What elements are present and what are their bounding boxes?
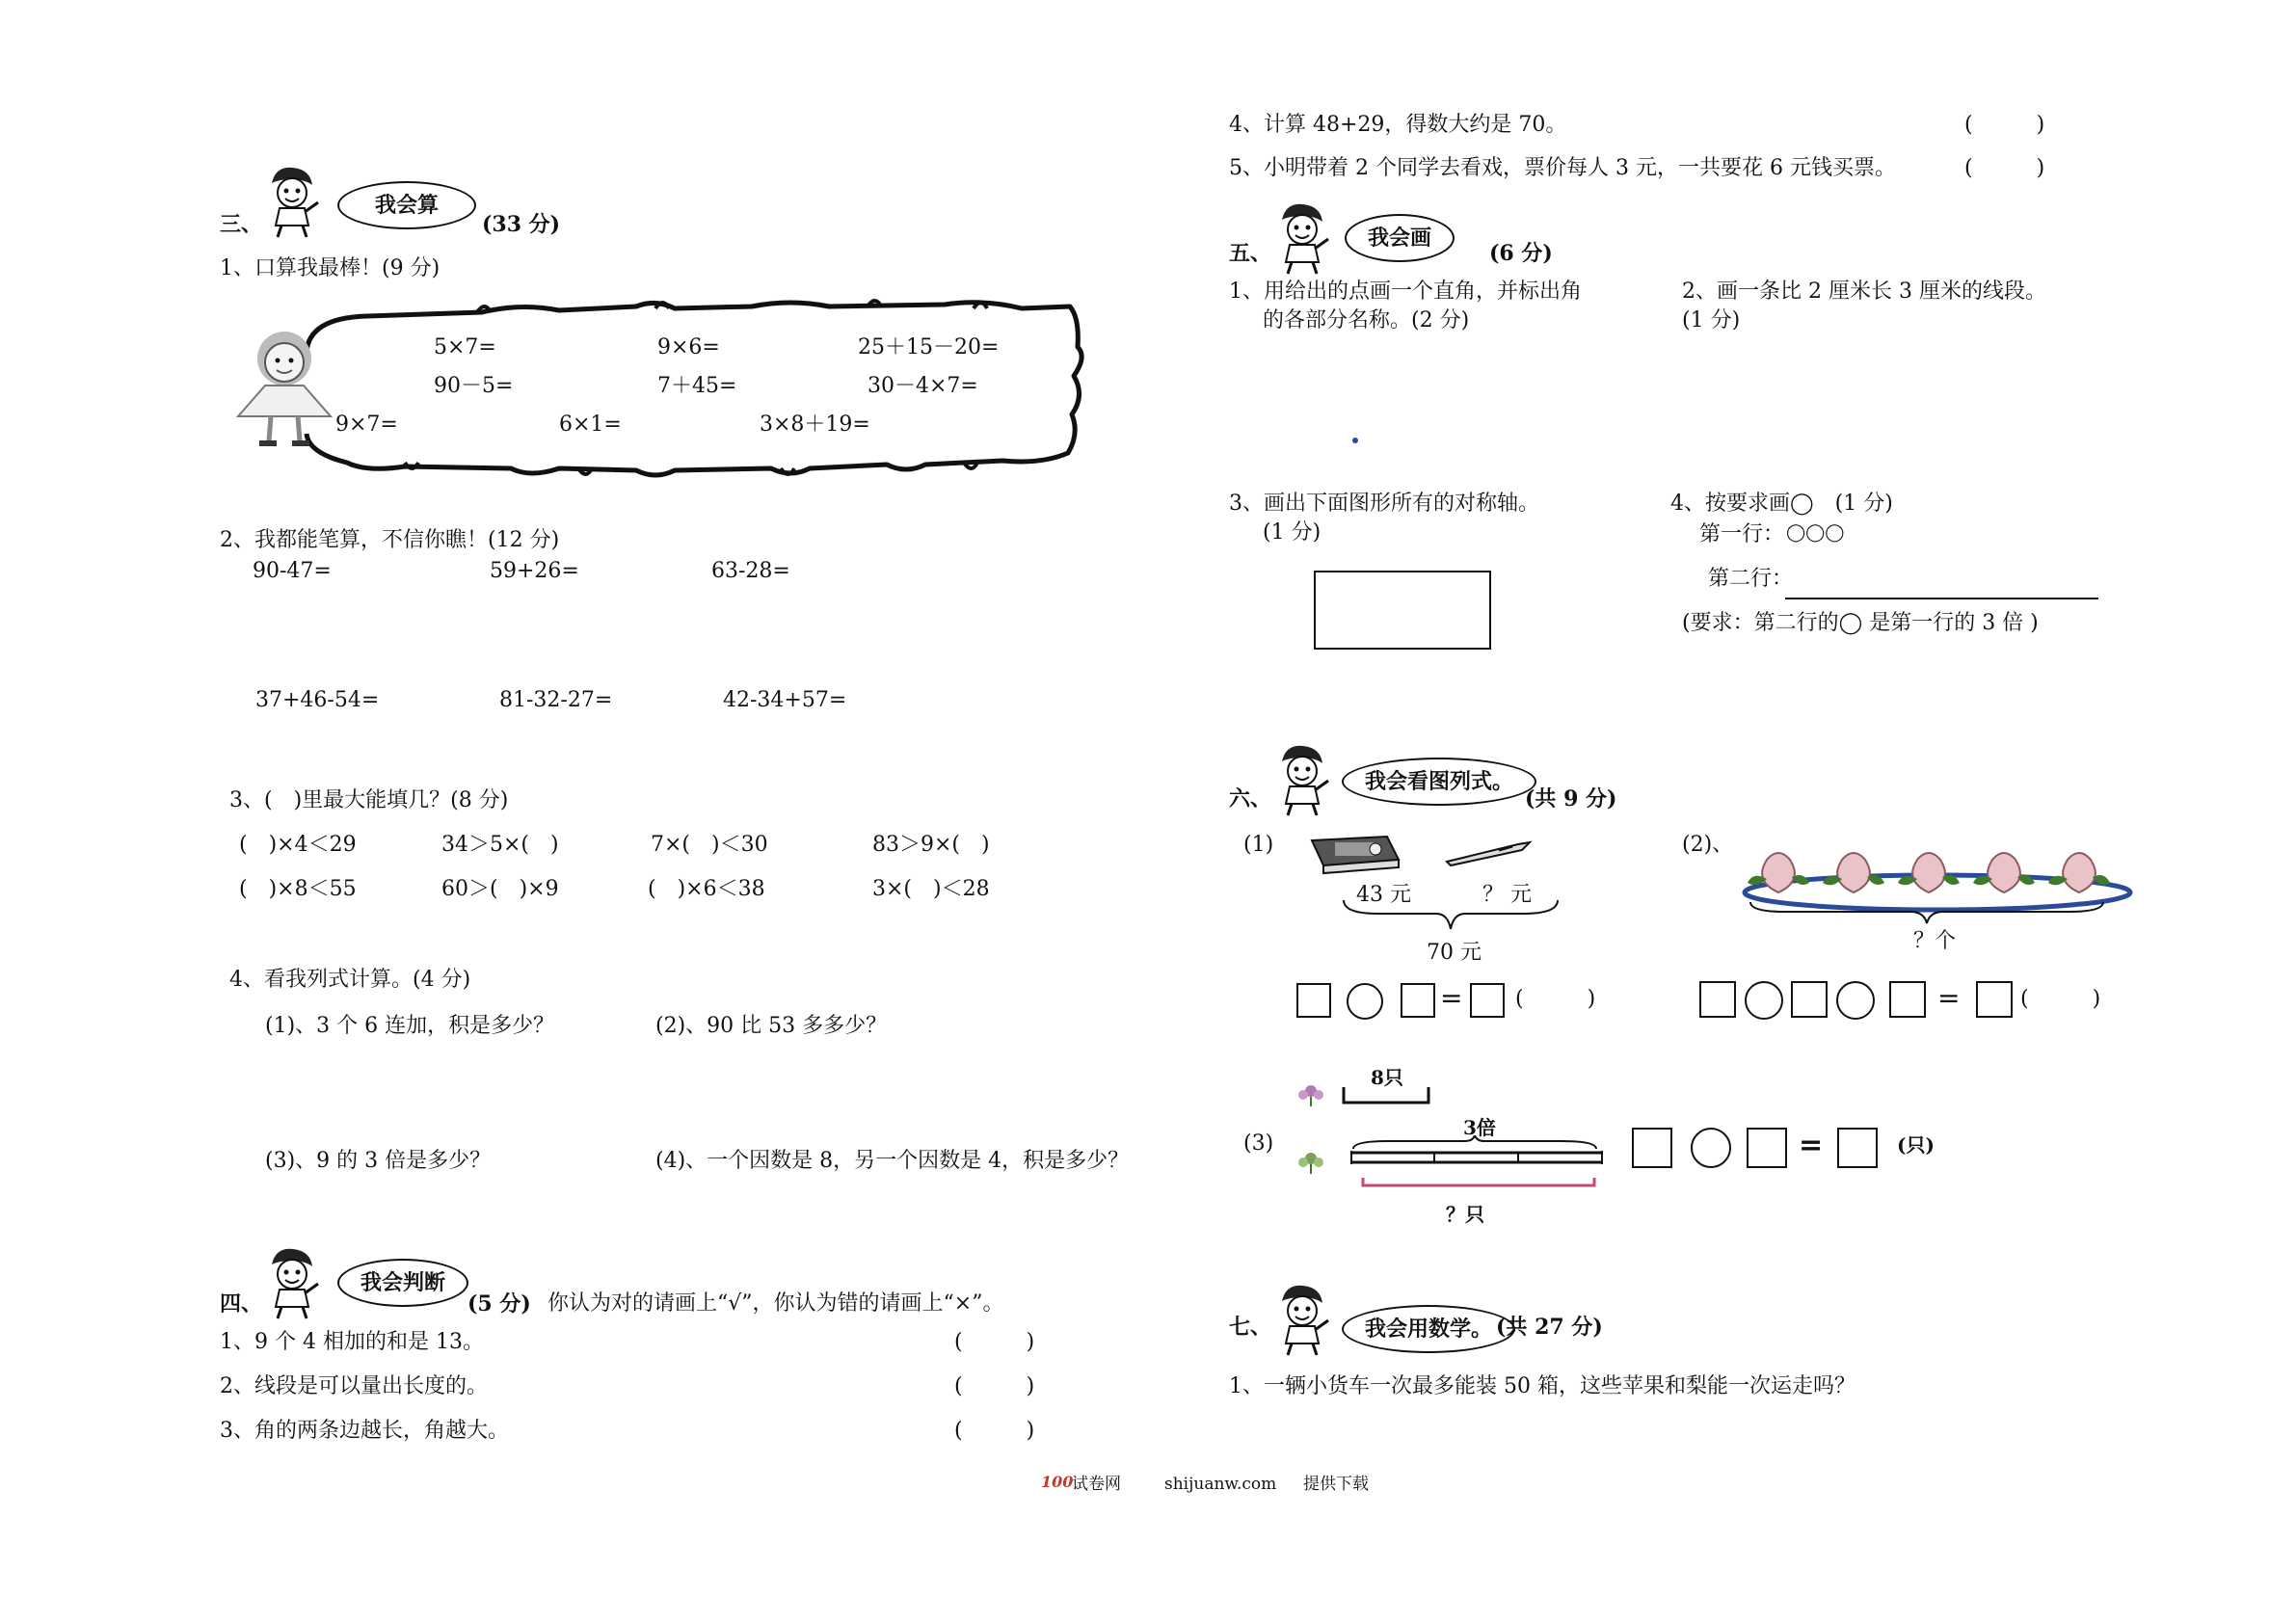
price-1: 43 元	[1356, 883, 1411, 907]
dictionary-icon	[1306, 831, 1402, 875]
sec5-number: 五、	[1229, 241, 1272, 266]
unit-paren[interactable]: ( )	[1515, 987, 1596, 1011]
judge-item: 5、小明带着 2 个同学去看戏，票价每人 3 元，一共要花 6 元钱买票。	[1229, 156, 1896, 180]
price-2: ？ 元	[1482, 883, 1532, 907]
judge-paren[interactable]: ( )	[1964, 113, 2045, 137]
oral-calc-item: 9×7=	[335, 412, 398, 437]
pen-icon	[1441, 838, 1537, 867]
operator-circle[interactable]	[1691, 1128, 1731, 1168]
peach-total: ？个	[1913, 929, 1957, 953]
bar-mid-label: 3倍	[1463, 1116, 1496, 1139]
sec4-title-badge: 我会判断	[337, 1259, 468, 1307]
unit-paren[interactable]: ( )	[2020, 987, 2101, 1011]
word-problem: (2)、90 比 53 多多少？	[655, 1014, 888, 1038]
rectangle-figure[interactable]	[1314, 571, 1491, 650]
picture-1-label: (1)	[1243, 833, 1274, 857]
fill-max-item: 83＞9×( )	[872, 833, 990, 857]
q3-3-title: 3、( )里最大能填几？(8 分)	[229, 788, 509, 812]
short-bar	[1342, 1085, 1438, 1104]
mascot-icon	[1272, 199, 1332, 276]
equals-sign: =	[1937, 982, 1961, 1014]
judge-item: 4、计算 48+29，得数大约是 70。	[1229, 113, 1567, 137]
draw-q2: 2、画一条比 2 厘米长 3 厘米的线段。	[1682, 279, 2046, 304]
bar-top-label: 8只	[1371, 1066, 1403, 1089]
row1-label: 第一行：	[1699, 522, 1785, 546]
judge-paren[interactable]: ( )	[1964, 156, 2045, 180]
sec4-score: (5 分)	[467, 1291, 531, 1317]
answer-box[interactable]	[1296, 983, 1331, 1018]
answer-box[interactable]	[1747, 1128, 1787, 1168]
fill-max-item: 60＞( )×9	[441, 877, 559, 901]
draw-q4-requirement: (要求：第二行的◯ 是第一行的 3 倍 )	[1682, 611, 2039, 635]
footer-provide: 提供下载	[1303, 1475, 1369, 1494]
sec5-score: (6 分)	[1489, 241, 1553, 266]
answer-box[interactable]	[1632, 1128, 1672, 1168]
answer-box[interactable]	[1699, 981, 1736, 1018]
fill-max-item: ( )×8＜55	[239, 877, 357, 901]
sec7-number: 七、	[1229, 1315, 1272, 1340]
oral-calc-item: 25＋15－20=	[858, 335, 1000, 359]
equals-sign: =	[1799, 1129, 1824, 1162]
vertex-dot[interactable]	[1352, 438, 1358, 443]
flower-icon	[1292, 1147, 1330, 1176]
row2-label: 第二行：	[1708, 567, 1794, 591]
sec5-title-badge: 我会画	[1345, 214, 1455, 262]
sec3-number: 三、	[220, 212, 263, 237]
footer-domain[interactable]: shijuanw.com	[1164, 1475, 1277, 1494]
sec7-score: (共 27 分)	[1496, 1315, 1603, 1340]
judge-paren[interactable]: ( )	[954, 1330, 1035, 1354]
flower-icon	[1292, 1079, 1330, 1108]
oral-calc-item: 5×7=	[434, 335, 496, 359]
draw-q3: 3、画出下面图形所有的对称轴。	[1229, 492, 1539, 516]
bar-bottom-label: ？只	[1446, 1203, 1484, 1226]
sec3-title-badge: 我会算	[337, 181, 476, 229]
oral-calc-item: 90－5=	[434, 374, 514, 398]
written-calc-item: 81-32-27=	[499, 688, 613, 712]
written-calc-item: 37+46-54=	[255, 688, 380, 712]
oral-calc-item: 3×8＋19=	[760, 412, 870, 437]
draw-q3: (1 分)	[1263, 520, 1322, 545]
answer-box[interactable]	[1401, 983, 1435, 1018]
sec4-instruction: 你认为对的请画上“√”，你认为错的请画上“×”。	[547, 1291, 1004, 1316]
draw-q4-title: 4、按要求画◯ (1 分)	[1670, 492, 1893, 516]
operator-circle[interactable]	[1347, 983, 1383, 1020]
answer-box[interactable]	[1791, 981, 1828, 1018]
oral-calc-item: 7＋45=	[657, 374, 737, 398]
fill-max-item: ( )×4＜29	[239, 833, 357, 857]
fill-max-item: 3×( )＜28	[872, 877, 990, 901]
q3-4-title: 4、看我列式计算。(4 分)	[229, 968, 471, 992]
mascot-icon	[262, 162, 322, 239]
operator-circle[interactable]	[1836, 981, 1875, 1020]
judge-item: 3、角的两条边越长，角越大。	[220, 1419, 509, 1443]
oral-calc-item: 30－4×7=	[868, 374, 978, 398]
draw-q2: (1 分)	[1682, 308, 1741, 333]
written-calc-item: 63-28=	[711, 559, 790, 583]
operator-circle[interactable]	[1745, 981, 1783, 1020]
apply-q1: 1、一辆小货车一次最多能装 50 箱，这些苹果和梨能一次运走吗？	[1229, 1374, 1855, 1398]
word-problem: (1)、3 个 6 连加，积是多少？	[265, 1014, 555, 1038]
fill-max-item: 34＞5×( )	[441, 833, 559, 857]
row2-answer-line[interactable]	[1785, 598, 2098, 599]
sec3-score: (33 分)	[482, 212, 561, 237]
oral-calc-item: 9×6=	[657, 335, 720, 359]
draw-q1: 的各部分名称。(2 分)	[1263, 308, 1470, 333]
judge-paren[interactable]: ( )	[954, 1374, 1035, 1398]
word-problem: (4)、一个因数是 8，另一个因数是 4，积是多少？	[655, 1149, 1130, 1173]
unit-paren[interactable]: (只)	[1897, 1133, 1935, 1157]
row1-circles: ◯◯◯	[1786, 522, 1845, 543]
judge-item: 1、9 个 4 相加的和是 13。	[220, 1330, 484, 1354]
girl-icon	[217, 330, 352, 453]
picture-2-label: (2)、	[1682, 833, 1734, 857]
q3-2-title: 2、我都能笔算，不信你瞧！(12 分)	[220, 528, 560, 552]
answer-box[interactable]	[1470, 983, 1505, 1018]
sec4-number: 四、	[220, 1291, 263, 1317]
mascot-icon	[262, 1243, 322, 1320]
peach-brace	[1747, 898, 2108, 927]
total-brace	[1340, 896, 1562, 935]
fill-max-item: 7×( )＜30	[651, 833, 768, 857]
sec6-score: (共 9 分)	[1525, 786, 1617, 812]
sec7-title-badge: 我会用数学。	[1342, 1305, 1515, 1353]
judge-item: 2、线段是可以量出长度的。	[220, 1374, 488, 1398]
equals-sign: =	[1440, 982, 1463, 1014]
draw-q1: 1、用给出的点画一个直角，并标出角	[1229, 279, 1582, 304]
fill-max-item: ( )×6＜38	[648, 877, 765, 901]
answer-box[interactable]	[1889, 981, 1926, 1018]
answer-box[interactable]	[1976, 981, 2013, 1018]
sec6-title-badge: 我会看图列式。	[1342, 758, 1536, 806]
long-bar	[1349, 1135, 1610, 1193]
judge-paren[interactable]: ( )	[954, 1419, 1035, 1443]
footer-site: 试卷网	[1072, 1475, 1121, 1494]
written-calc-item: 42-34+57=	[723, 688, 847, 712]
q3-1-title: 1、口算我最棒！(9 分)	[220, 256, 441, 280]
answer-box[interactable]	[1837, 1128, 1878, 1168]
mascot-icon	[1272, 740, 1332, 817]
total-price: 70 元	[1427, 941, 1482, 965]
written-calc-item: 90-47=	[253, 559, 332, 583]
oral-calc-item: 6×1=	[559, 412, 622, 437]
sec6-number: 六、	[1229, 786, 1272, 812]
mascot-icon	[1272, 1280, 1332, 1357]
written-calc-item: 59+26=	[490, 559, 579, 583]
picture-3-label: (3)	[1243, 1131, 1274, 1156]
word-problem: (3)、9 的 3 倍是多少？	[265, 1149, 492, 1173]
footer-logo: 100	[1041, 1473, 1074, 1491]
